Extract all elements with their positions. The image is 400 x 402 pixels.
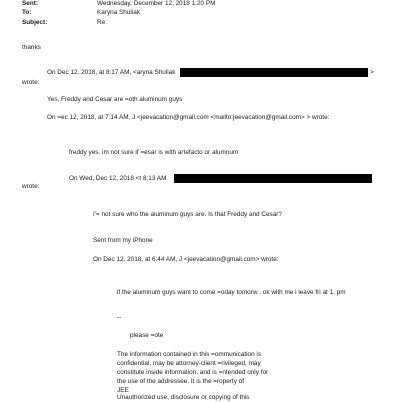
disclaimer-line: constitute inside information, and is =ntended only for <box>117 369 269 376</box>
disclaimer-line: Unauthorized use, disclosure or copying of this <box>117 394 250 401</box>
wrote-label: wrote: <box>22 79 40 86</box>
subject-label: Subject: <box>22 19 48 26</box>
disclaimer-line: JEE <box>117 387 129 394</box>
sent-label: Sent: <box>22 0 38 7</box>
disclaimer-line: confidential, may be attorney-client =rivileged, may <box>117 360 261 367</box>
redaction-bar <box>180 68 368 77</box>
quote-header-3: On Wed, Dec 12, 2018 <t 8:13 AM <box>69 175 167 182</box>
quote-header-4: On Dec 12, 2018, at 6:44 AM, J <jeevacation@gmail.com> wrote: <box>93 256 279 263</box>
quote-header-1: On Dec 12, 2018, at 8:17 AM, <aryna Shuliak <box>47 69 176 76</box>
wrote-label-2: wrote: <box>22 183 40 190</box>
quote-header-2: On =ec 12, 2018, at 7:14 AM, J <jeevacation@gmail.com <mailto:jeevacation@gmail.com> > wrote: <box>47 114 330 121</box>
to-value: Karyna Shuliak <box>97 9 140 16</box>
redaction-bar <box>174 174 372 183</box>
reply-text: thanks <box>22 44 41 51</box>
quote-header-1-end: > <box>370 69 374 76</box>
quote-text-1: Yes, Freddy and Cesar are =oth aluminum guys <box>47 96 183 103</box>
please-note-line: please =ote <box>130 332 164 339</box>
quote-text-3: I'= not sure who the aluminum guys are. Is that Freddy and Cesar? <box>93 211 282 218</box>
quote-text-2: freddy yes. im not sure if =esar is with artefacto or alumnum <box>69 149 239 156</box>
signature-separator: -- <box>117 314 122 321</box>
quote-text-4: if the aluminum guys want to come =oday tomorw . ok with me i leave fri at 1. pm <box>117 289 346 296</box>
disclaimer-line: the use of the addressee. It is the =roperty of <box>117 378 245 385</box>
sent-value: Wednesday, December 12, 2018 1:20 PM <box>97 0 216 7</box>
sent-from-line: Sent from my iPhone <box>93 237 153 244</box>
to-label: To: <box>22 9 32 16</box>
disclaimer-line: The information contained in this =ommunication is <box>117 351 262 358</box>
subject-value: Re: <box>97 19 107 26</box>
